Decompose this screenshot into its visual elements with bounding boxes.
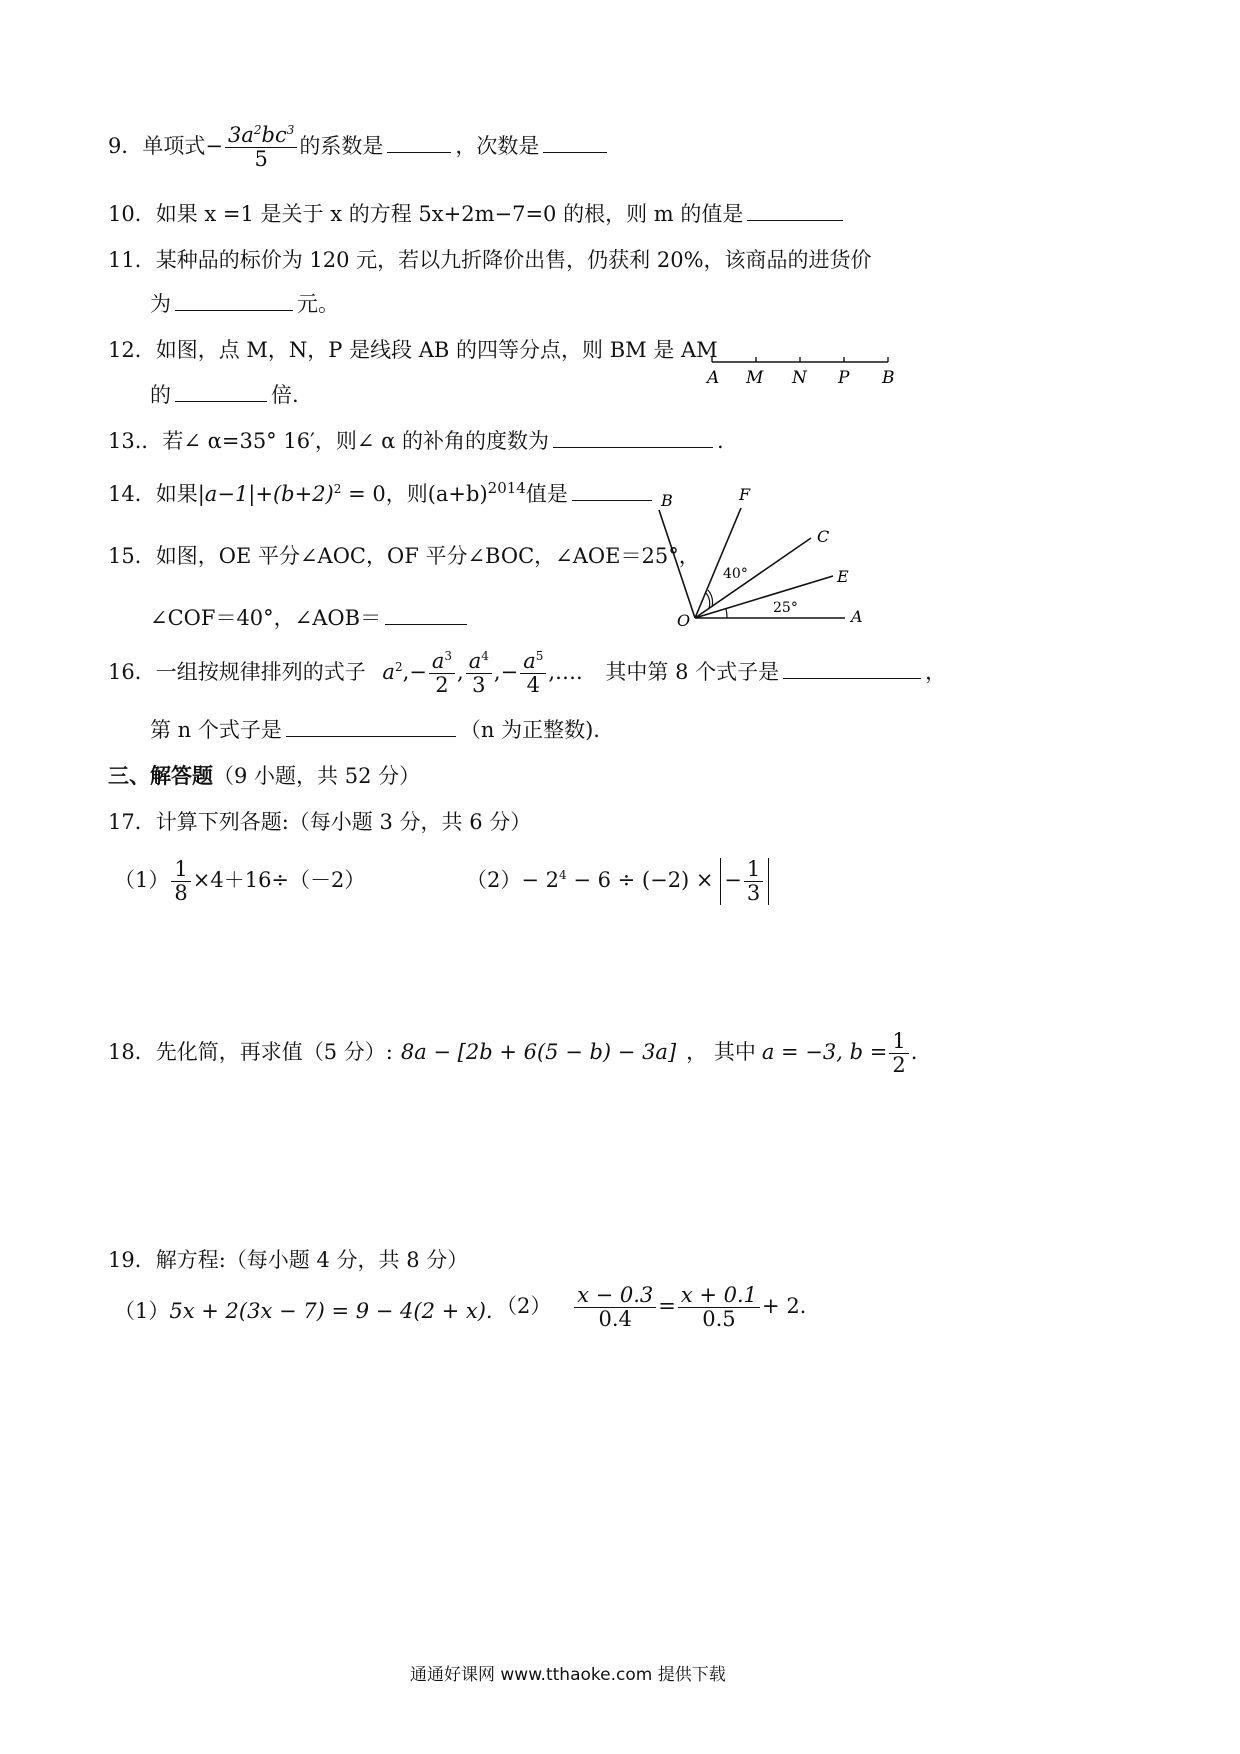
fraction: $\frac{3a^2bc^3}{5}$ <box>225 124 297 171</box>
question-9: 9．单项式− $\frac{3a^2bc^3}{5}$ 的系数是 ，次数是 <box>108 124 611 171</box>
answer-blank[interactable] <box>543 148 607 153</box>
section-3-heading: 三、解答题（9 小题，共 52 分） <box>108 763 421 788</box>
answer-blank[interactable] <box>572 496 652 501</box>
point-n-label: N <box>792 368 807 388</box>
question-11-line2: 为 元。 <box>150 292 339 316</box>
point-b-label: B <box>882 368 895 388</box>
point-e-label: E <box>837 567 849 586</box>
absolute-value: − $\frac{1}{3}$ <box>720 858 769 905</box>
question-19: 19．解方程:（每小题 4 分，共 8 分） <box>108 1248 469 1272</box>
question-18: 18．先化简，再求值（5 分）: 8a − [2b + 6(5 − b) − 3a] ， 其中 a = −3, b = $\frac{1}{2}$ . <box>108 1029 918 1078</box>
page-footer: 通通好课网 www.tthaoke.com 提供下载 <box>410 1665 726 1685</box>
point-c-label: C <box>817 527 830 546</box>
answer-blank[interactable] <box>783 674 921 679</box>
sequence-expression: $a^2,-$ $\frac{a^3}{2}$ , $\frac{a^4}{3}$ ,− $\frac{a^5}{4}$ ,…. <box>382 649 583 698</box>
question-10: 10．如果 x =1 是关于 x 的方程 5x+2m−7=0 的根，则 m 的值是 <box>108 198 847 228</box>
question-19-part-2: （2） $\frac{x - 0.3}{0.4}$ = $\frac{x + 0.1}{0.5}$ + 2. <box>496 1283 807 1332</box>
point-m-label: M <box>746 368 764 388</box>
point-p-label: P <box>838 368 850 388</box>
question-17-part-2: $(2)- 2^4 - 6 \div (-2)$ × − $\frac{1}{3}$ <box>466 858 769 905</box>
answer-blank[interactable] <box>175 397 267 402</box>
answer-blank[interactable] <box>385 620 467 625</box>
question-11: 11．某种品的标价为 120 元，若以九折降价出售，仍获利 20%，该商品的进货价 <box>108 248 872 272</box>
angle-40-label: 40° <box>723 566 748 582</box>
question-16-line2: 第 n 个式子是 （n 为正整数). <box>150 718 600 742</box>
question-19-part-1: （1）5x + 2(3x − 7) = 9 − 4(2 + x). <box>114 1299 493 1323</box>
angle-25-label: 25° <box>773 600 798 616</box>
answer-blank[interactable] <box>387 148 451 153</box>
question-13: 13.．若∠ α=35° 16′，则∠ α 的补角的度数为 . <box>108 429 724 453</box>
answer-blank[interactable] <box>175 306 293 311</box>
question-12: 12．如图，点 M，N，P 是线段 AB 的四等分点，则 BM 是 AM <box>108 338 718 362</box>
point-o-label: O <box>677 611 691 630</box>
question-15-line2: ∠COF＝40°，∠AOB＝ <box>150 602 471 632</box>
answer-blank[interactable] <box>553 443 713 448</box>
point-a-label: A <box>851 607 863 626</box>
point-f-label: F <box>739 485 751 504</box>
question-14: 14．如果$|a-1|+(b+2)^2 = 0$，则$(a+b)^{2014}$值是 <box>108 478 656 508</box>
angle-figure <box>655 480 895 640</box>
question-16: 16．一组按规律排列的式子 $a^2,-$ $\frac{a^3}{2}$ , $\frac{a^4}{3}$ ,− $\frac{a^5}{4}$ ,…. 其中第 8 个式子是 ， <box>108 649 947 698</box>
point-b-label: B <box>661 491 673 510</box>
question-17: 17．计算下列各题:（每小题 3 分，共 6 分） <box>108 810 532 834</box>
segment-ab-figure <box>700 348 910 392</box>
answer-blank[interactable] <box>747 216 843 221</box>
question-15: 15．如图，OE 平分∠AOC，OF 平分∠BOC，∠AOE＝25°， <box>108 544 700 568</box>
question-17-part-1: （1） $\frac{1}{8}$ ×4＋16÷（－2） <box>114 857 366 906</box>
point-a-label: A <box>707 368 720 388</box>
answer-blank[interactable] <box>286 732 456 737</box>
question-12-line2: 的 倍. <box>150 383 299 407</box>
